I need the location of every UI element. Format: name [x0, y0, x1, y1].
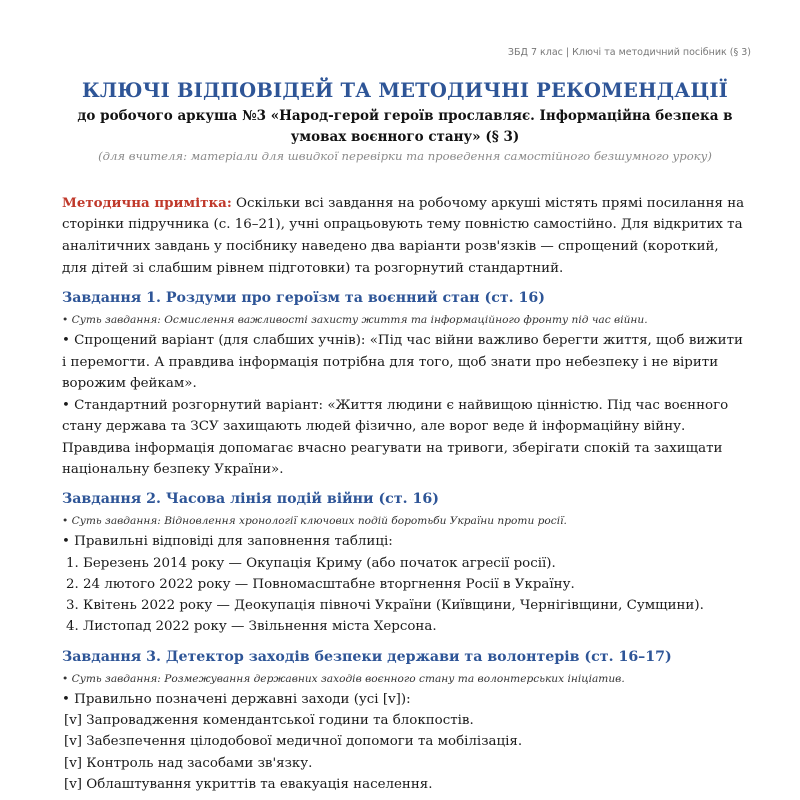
- list-item: [v] Контроль над засобами зв'язку.: [64, 755, 313, 771]
- task-3-section: [62, 646, 748, 795]
- list-item: 2. 24 лютого 2022 року — Повномасштабне вторгнення Росії в Україну.: [66, 576, 575, 592]
- list-item: 1. Березень 2014 року — Окупація Криму (або початок агресії росії).: [66, 555, 556, 571]
- task-3-measures-list: [62, 710, 748, 795]
- task-3-essence: • Суть завдання: Розмежування державних заходів воєнного стану та волонтерських ініціатив.: [62, 672, 625, 685]
- task-1-essence: • Суть завдання: Осмислення важливості захисту життя та інформаційного фронту під час війни.: [62, 314, 648, 327]
- task-2-section: [62, 488, 748, 637]
- task-2-title: Завдання 2. Часова лінія подій війни (ст. 16): [62, 491, 439, 508]
- page-title: КЛЮЧІ ВІДПОВІДЕЙ ТА МЕТОДИЧНІ РЕКОМЕНДАЦІЇ: [81, 79, 728, 102]
- list-item: [v] Запровадження комендантської години та блокпостів.: [64, 713, 474, 729]
- task-3-lead: • Правильно позначені державні заходи (усі [v]):: [62, 691, 411, 707]
- teacher-note: (для вчителя: матеріали для швидкої перевірки та проведення самостійного безшумного уроку): [98, 148, 712, 163]
- task-2-timeline-list: [62, 553, 748, 638]
- task-1-standard-answer: • Стандартний розгорнутий варіант: «Життя людини є найвищою цінністю. Під час воєнного стану держава та ЗСУ захищають людей фізично, але ворог веде й інформаційну війну. Правдива інформація допомагає вчасно реагувати на тривоги, зберігати спокій та захищати національну безпеку України».: [62, 398, 729, 477]
- list-item: 4. Листопад 2022 року — Звільнення міста Херсона.: [66, 619, 437, 635]
- methodical-note-text: Оскільки всі завдання на робочому аркуші містять прямі посилання на сторінки підручника (с. 16–21), учні опрацьовують тему повністю самостійно. Для відкритих та аналітичних завдань у посібнику наведено два варіанти розв'язків — спрощений (короткий, для дітей зі слабшим рівнем підготовки) та розгорнутий стандартний.: [62, 195, 745, 276]
- task-2-lead: • Правильні відповіді для заповнення таблиці:: [62, 534, 393, 550]
- methodical-note: [62, 193, 748, 279]
- list-item: [v] Облаштування укриттів та евакуація населення.: [64, 776, 433, 792]
- list-item: 3. Квітень 2022 року — Деокупація півночі України (Київщини, Чернігівщини, Сумщини).: [66, 598, 704, 614]
- running-header: ЗБД 7 клас | Ключі та методичний посібник (§ 3): [507, 47, 751, 58]
- task-3-title: Завдання 3. Детектор заходів безпеки держави та волонтерів (ст. 16–17): [62, 648, 672, 665]
- task-1-section: [62, 287, 748, 480]
- list-item: [v] Забезпечення цілодобової медичної допомоги та мобілізація.: [64, 734, 523, 750]
- task-2-essence: • Суть завдання: Відновлення хронології ключових подій боротьби України проти росії.: [62, 515, 567, 528]
- task-1-title: Завдання 1. Роздуми про героїзм та воєнний стан (ст. 16): [62, 290, 545, 307]
- page-subtitle: до робочого аркуша №3 «Народ-герой героїв прославляє. Інформаційна безпека в умовах воєнного стану» (§ 3): [77, 108, 733, 145]
- methodical-note-label: Методична примітка:: [62, 194, 232, 211]
- task-1-simple-answer: • Спрощений варіант (для слабших учнів): «Під час війни важливо берегти життя, щоб вижити і перемогти. А правдива інформація потрібна для того, щоб знати про небезпеку і не вірити ворожим фейкам».: [62, 333, 743, 391]
